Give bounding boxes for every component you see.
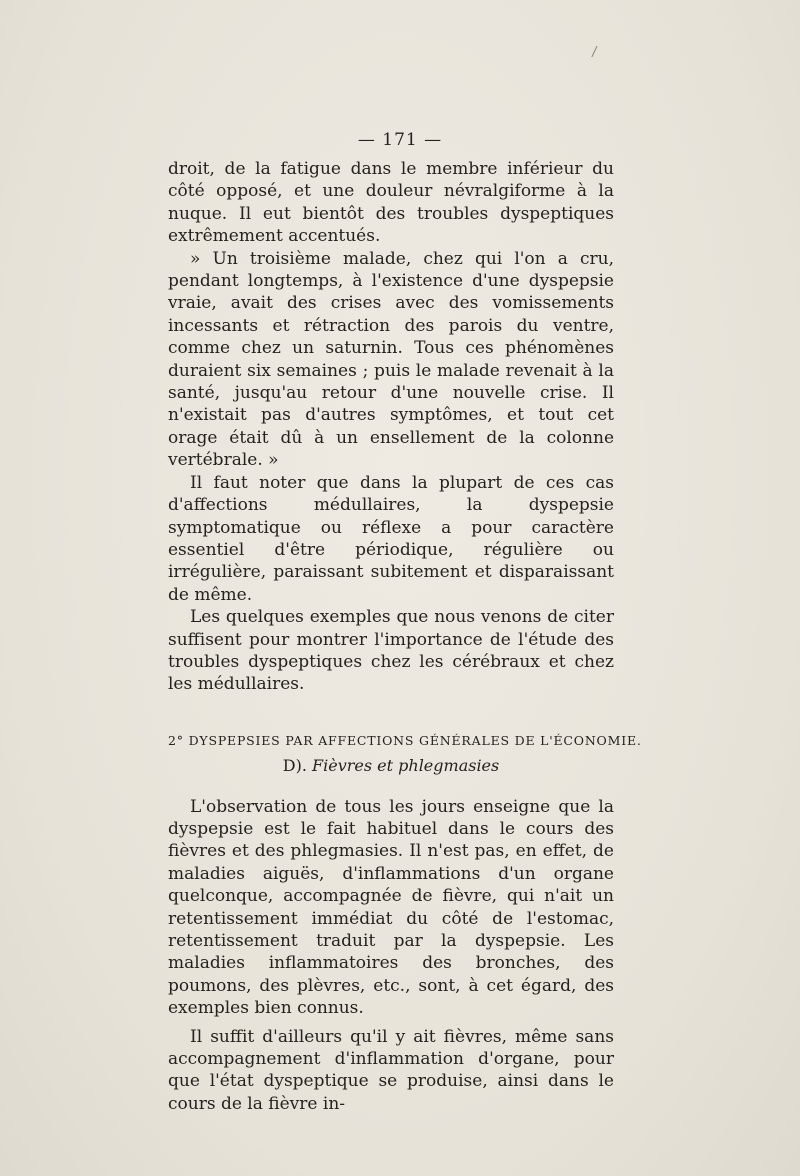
section-heading: 2° DYSPEPSIES PAR AFFECTIONS GÉNÉRALES DE L'ÉCONOMIE. (168, 732, 642, 748)
paragraph-4: Les quelques exemples que nous venons de citer suffisent pour montrer l'importance de l'étude des troubles dyspeptiques chez les cérébraux et chez les médullaires. (168, 607, 614, 695)
body-text (168, 158, 642, 1115)
pencil-mark: / (590, 43, 598, 61)
paragraph-2: » Un troisième malade, chez qui l'on a cru, pendant longtemps, à l'existence d'une dyspepsie vraie, avait des crises avec des vomissements incessants et rétraction des parois du ventre, comme chez un saturnin. Tous ces phénomènes duraient six semaines ; puis le malade revenait à la santé, jusqu'au retour d'une nouvelle crise. Il n'existait pas d'autres symptômes, et tout cet orage était dû à un ensellement de la colonne vertébrale. » (168, 248, 614, 471)
paragraph-6: Il suffit d'ailleurs qu'il y ait fièvres, même sans accompagnement d'inflammation d'organe, pour que l'état dyspeptique se produise, ainsi dans le cours de la fièvre in- (168, 1026, 614, 1114)
paragraph-5: L'observation de tous les jours enseigne que la dyspepsie est le fait habituel dans le cours des fièvres et des phlegmasies. Il n'est pas, en effet, de maladies aiguës, d'inflammations d'un organe quelconque, accompagnée de fièvre, qui n'ait un retentissement immédiat du côté de l'estomac, retentissement traduit par la dyspepsie. Les maladies inflammatoires des bronches, des poumons, des plèvres, etc., sont, à cet égard, des exemples bien connus. (168, 796, 614, 1019)
subsection-heading (168, 755, 614, 777)
paragraph-3: Il faut noter que dans la plupart de ces cas d'affections médullaires, la dyspepsie symptomatique ou réflexe a pour caractère essentiel d'être périodique, régulière ou irrégulière, paraissant subitement et disparaissant de même. (168, 472, 614, 605)
paragraph-1: droit, de la fatigue dans le membre inférieur du côté opposé, et une douleur névralgiforme à la nuque. Il eut bientôt des troubles dyspeptiques extrêmement accentués. (168, 159, 614, 247)
subsection-title: Fièvres et phlegmasies (312, 756, 500, 776)
subsection-number: D). (282, 756, 307, 776)
page-number: — 171 — (357, 130, 443, 150)
